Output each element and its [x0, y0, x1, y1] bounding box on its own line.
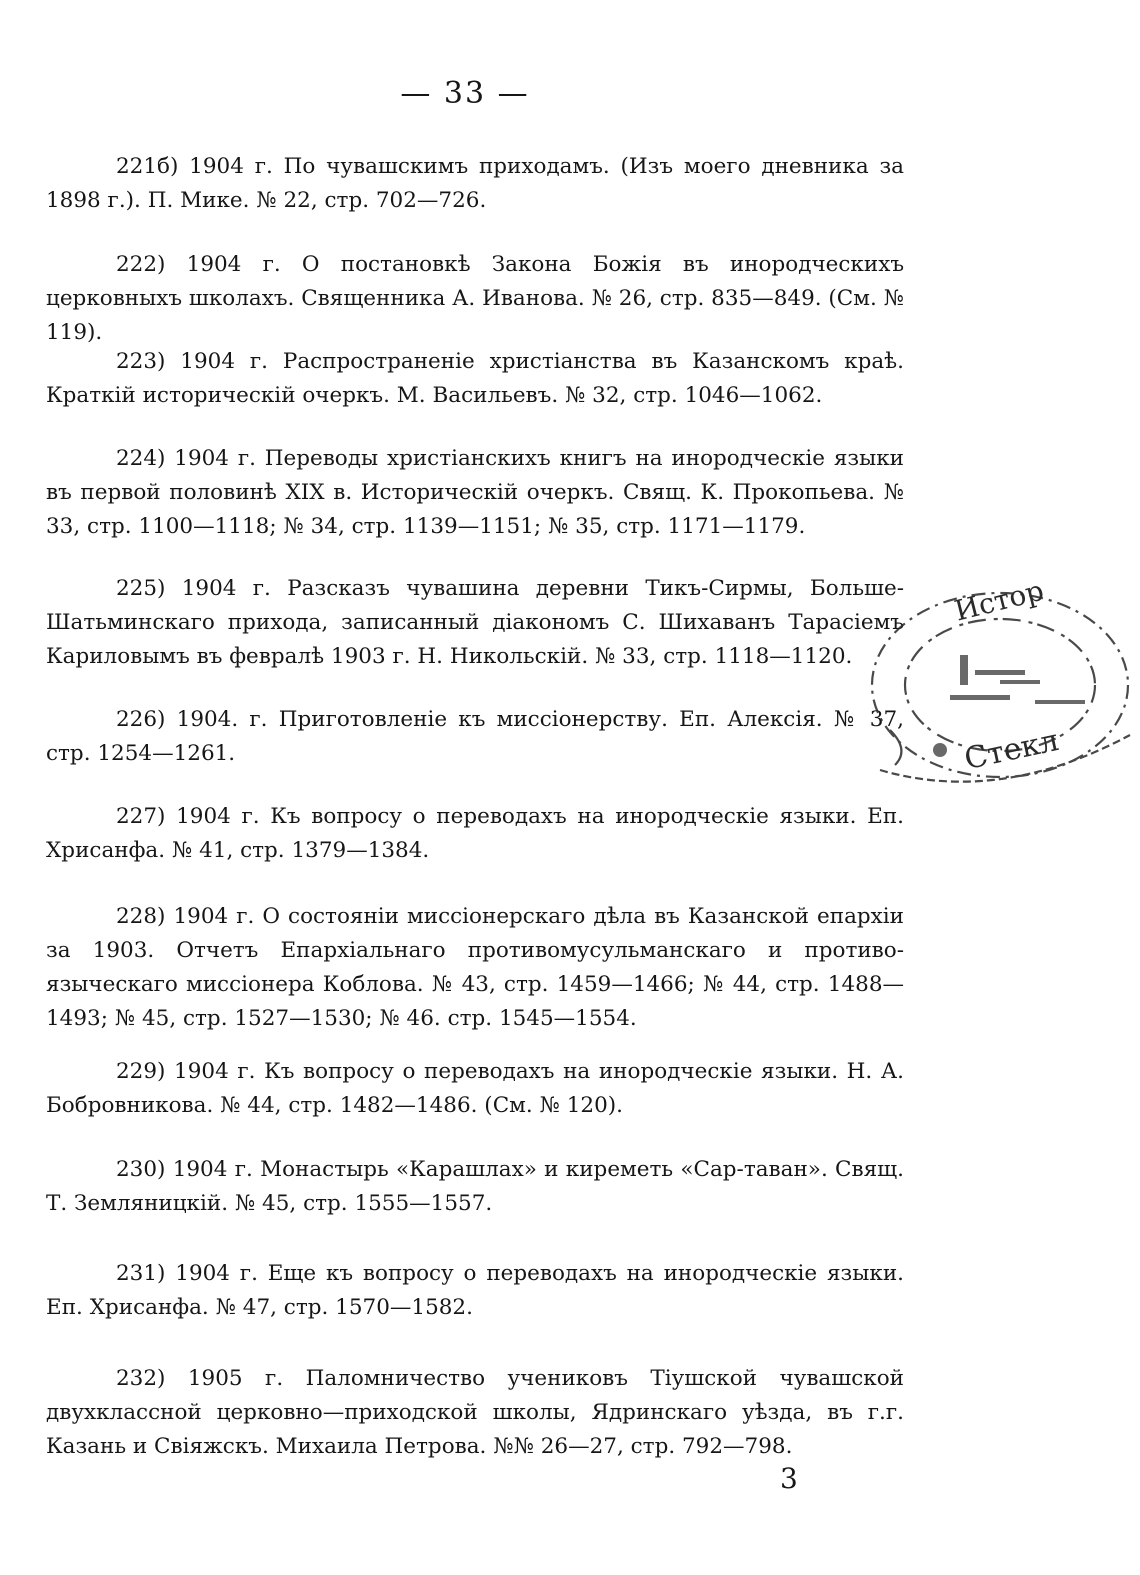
bibliography-entry-222: 222) 1904 г. О постановкѣ Закона Божія въ инородческихъ церковныхъ школахъ. Священника А. Иванова. № 26, стр. 835—849. (См. № 119). [46, 252, 904, 345]
bibliography-entry-228: 228) 1904 г. О состояніи миссіонерскаго дѣла въ Казанской епархіи за 1903. Отчетъ Епархіальнаго противомусульманскаго и противо-языческаго миссіонера Коблова. № 43, стр. 1459—1466; № 44, стр. 1488—1493; № 45, стр. 1527—1530; № 46. стр. 1545—1554. [46, 904, 904, 1031]
bibliography-entry-230: 230) 1904 г. Монастырь «Карашлах» и киреметь «Сар-таван». Свящ. Т. Земляницкій. № 45, стр. 1555—1557. [46, 1157, 904, 1216]
bibliography-entry-223: 223) 1904 г. Распространеніе христіанства въ Казанскомъ краѣ. Краткій историческій очеркъ. М. Васильевъ. № 32, стр. 1046—1062. [46, 349, 904, 408]
bibliography-entry-227: 227) 1904 г. Къ вопросу о переводахъ на инородческіе языки. Еп. Хрисанфа. № 41, стр. 1379—1384. [46, 804, 904, 863]
bibliography-entry-221b: 221б) 1904 г. По чувашскимъ приходамъ. (Изъ моего дневника за 1898 г.). П. Мике. № 22, стр. 702—726. [46, 154, 904, 213]
stamp-text-top: Истор [951, 573, 1047, 628]
bibliography-entry-232: 232) 1905 г. Паломничество учениковъ Тіушской чувашской двухклассной церковно—приходской школы, Ядринскаго уѣзда, въ г.г. Казань и Свіяжскъ. Михаила Петрова. №№ 26—27, стр. 792—798. [46, 1366, 904, 1459]
bibliography-entry-229: 229) 1904 г. Къ вопросу о переводахъ на инородческіе языки. Н. А. Бобровникова. № 44, стр. 1482—1486. (См. № 120). [46, 1059, 904, 1118]
signature-mark: 3 [780, 1462, 798, 1495]
bibliography-entry-224: 224) 1904 г. Переводы христіанскихъ книгъ на инородческіе языки въ первой половинѣ XIX в. Историческій очеркъ. Свящ. К. Прокопьева. № 33, стр. 1100—1118; № 34, стр. 1139—1151; № 35, стр. 1171—1179. [46, 446, 904, 539]
bibliography-entry-231: 231) 1904 г. Еще къ вопросу о переводахъ на инородческіе языки. Еп. Хрисанфа. № 47, стр. 1570—1582. [46, 1261, 904, 1320]
bibliography-entry-225: 225) 1904 г. Разсказъ чувашина деревни Тикъ-Сирмы, Больше-Шатьминскаго прихода, записанный діакономъ С. Шихаванъ Тарасіемъ Кариловымъ въ февралѣ 1903 г. Н. Никольскій. № 33, стр. 1118—1120. [46, 576, 904, 669]
bibliography-entry-226: 226) 1904. г. Приготовленіе къ миссіонерству. Еп. Алексія. № 37, стр. 1254—1261. [46, 707, 904, 766]
library-stamp [850, 560, 1140, 800]
stamp-text-bottom: Стекл [961, 723, 1062, 778]
page-number: — 33 — [400, 76, 530, 111]
